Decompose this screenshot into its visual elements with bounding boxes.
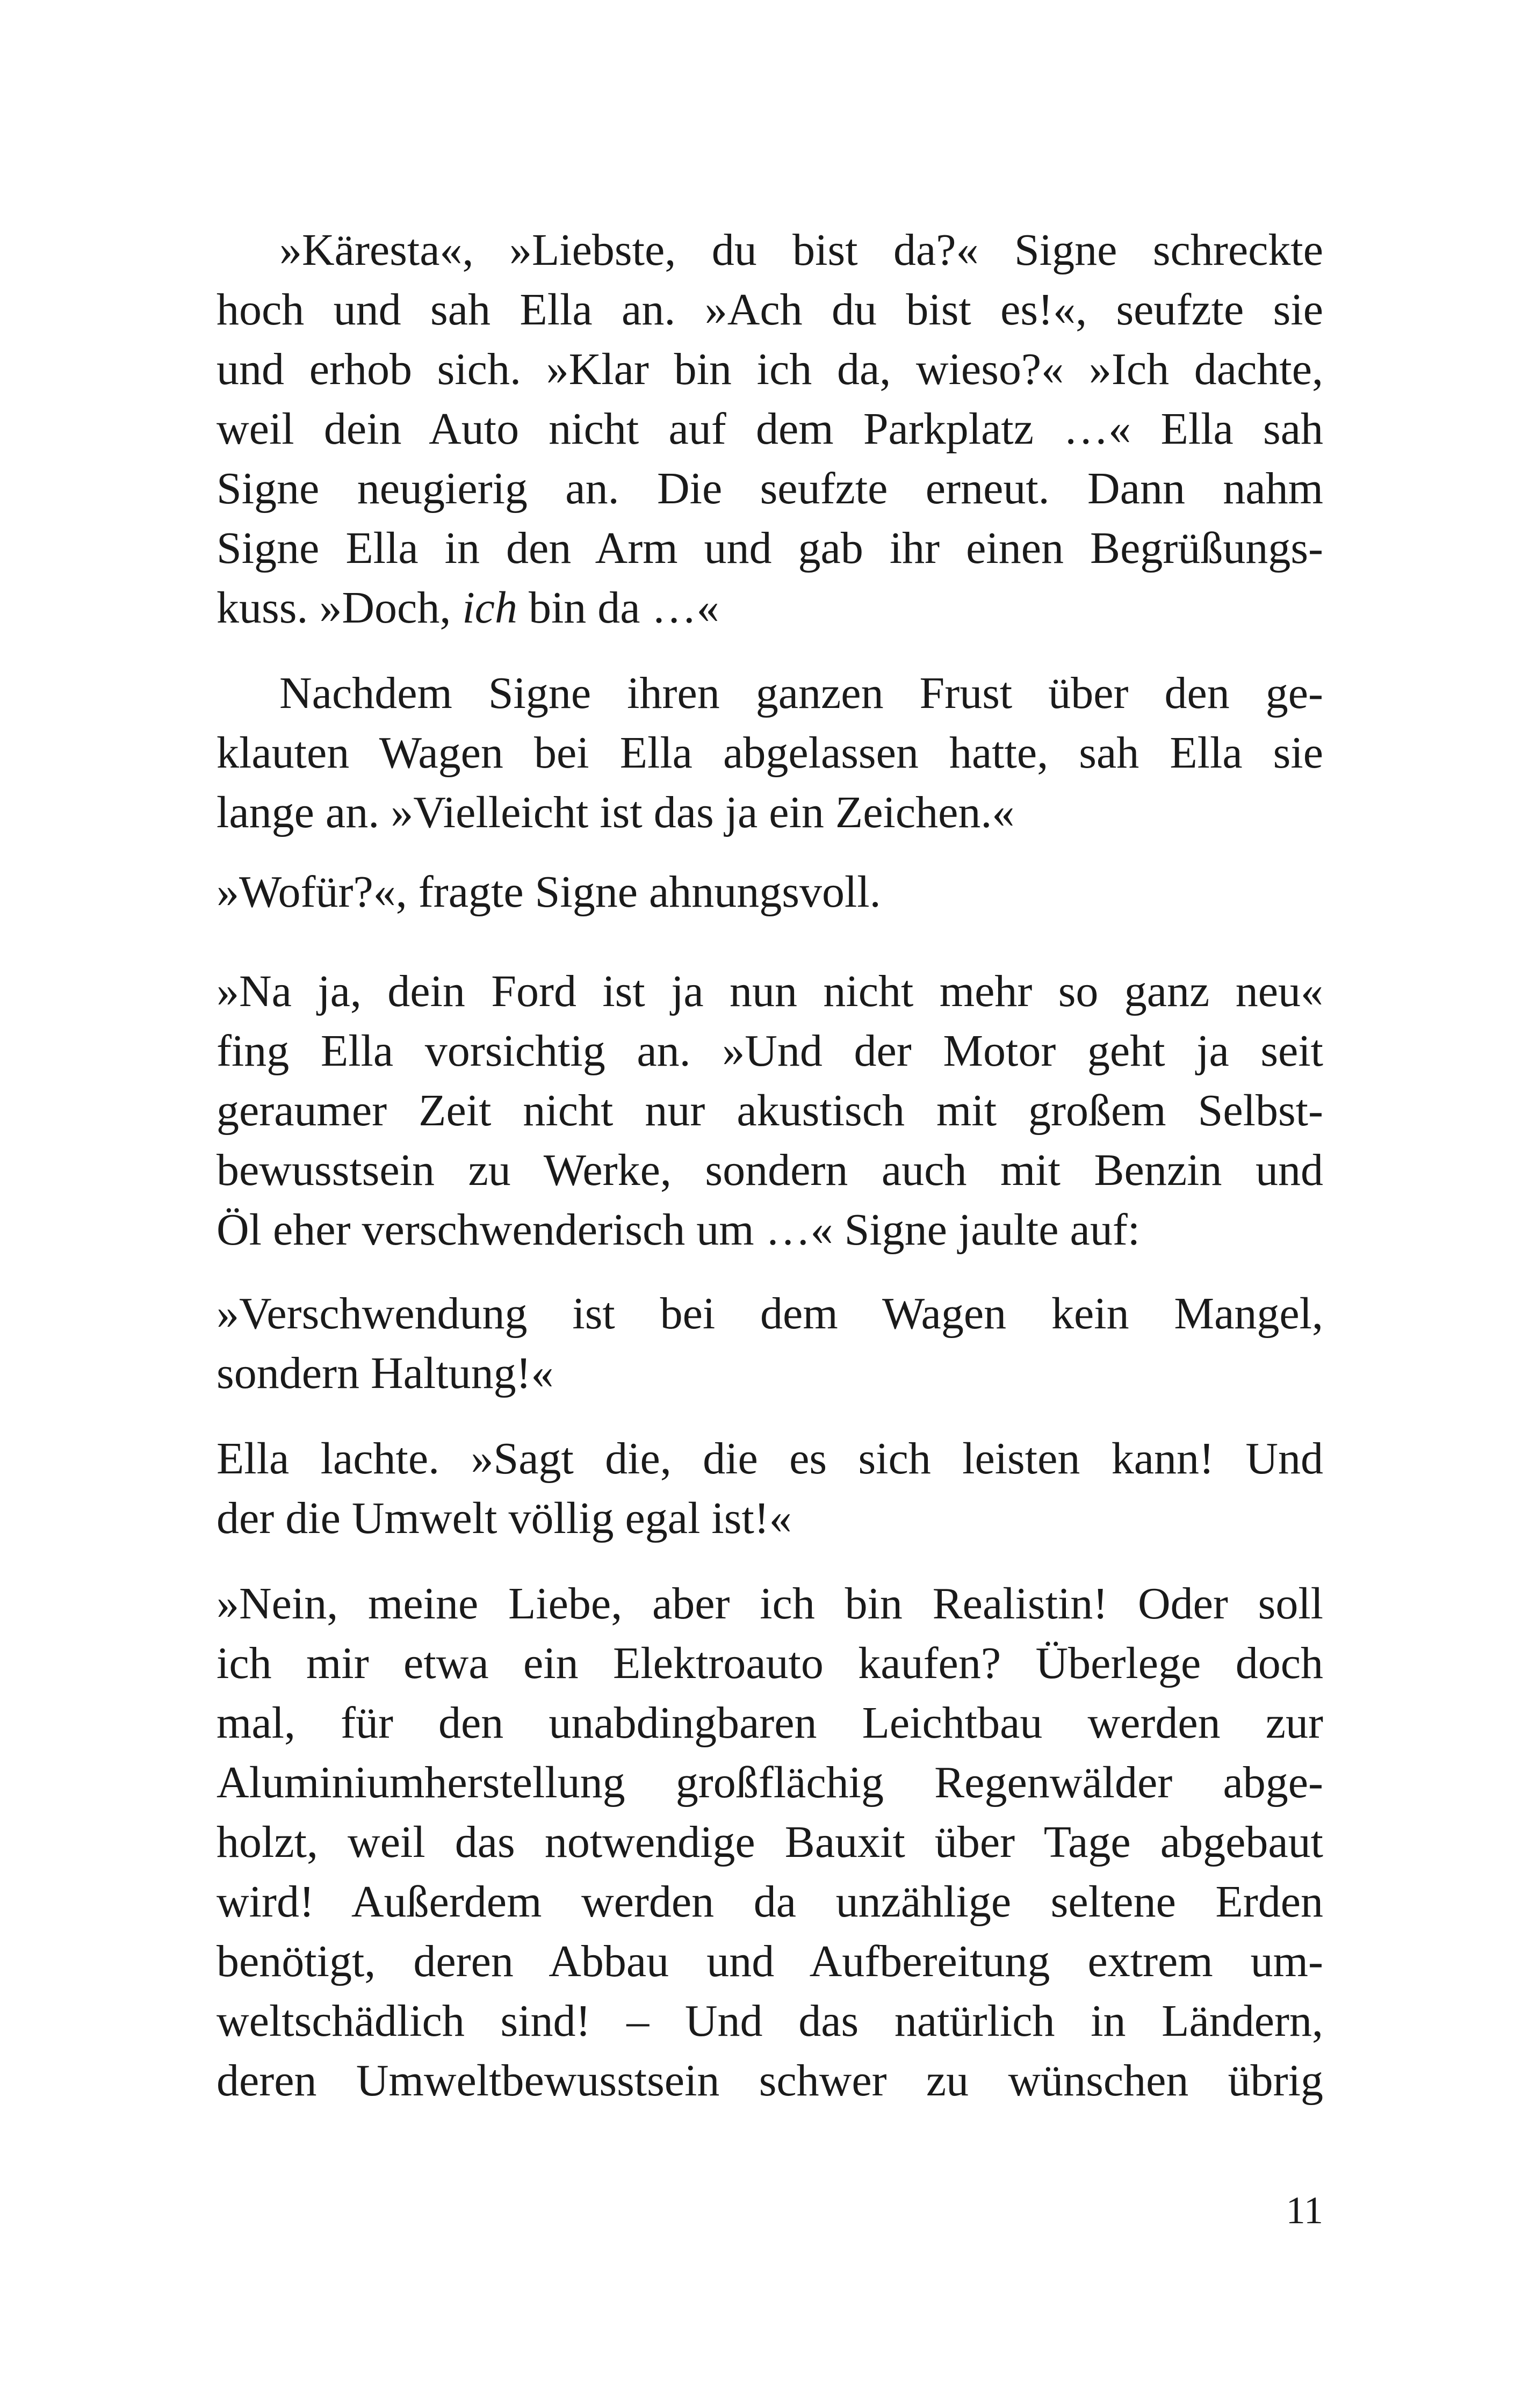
- text-line: [217, 783, 1323, 842]
- line-text: Aluminiumherstellung großflächig Regenwälder abge-: [217, 1758, 1323, 1807]
- line-text: bewusstsein zu Werke, sondern auch mit Benzin und: [217, 1145, 1323, 1195]
- text-line: [217, 1693, 1323, 1753]
- line-text: Signe neugierig an. Die seufzte erneut. Dann nahm: [217, 464, 1323, 514]
- paragraph: [217, 1574, 1323, 2110]
- text-line: [217, 1140, 1323, 1200]
- line-text: fing Ella vorsichtig an. »Und der Motor geht ja seit: [217, 1026, 1323, 1076]
- line-text: sondern Haltung!«: [217, 1348, 554, 1398]
- line-text: »Nein, meine Liebe, aber ich bin Realistin! Oder soll: [217, 1579, 1323, 1629]
- text-line: [217, 1812, 1323, 1872]
- line-text: »Verschwendung ist bei dem Wagen kein Mangel,: [217, 1289, 1323, 1339]
- line-text: Ella lachte. »Sagt die, die es sich leisten kann! Und: [217, 1434, 1323, 1484]
- paragraph: [217, 220, 1323, 638]
- text-line: [217, 1872, 1323, 1932]
- paragraph: [217, 1284, 1323, 1403]
- paragraph: [217, 663, 1323, 842]
- text-line: [217, 220, 1323, 280]
- text-line: [217, 1081, 1323, 1140]
- text-line: [217, 961, 1323, 1021]
- page-number: 11: [1286, 2189, 1323, 2232]
- line-text: und erhob sich. »Klar bin ich da, wieso?« »Ich dachte,: [217, 344, 1323, 394]
- text-line: [217, 280, 1323, 339]
- line-text: der die Umwelt völlig egal ist!«: [217, 1493, 792, 1543]
- line-text: Öl eher verschwenderisch um …« Signe jaulte auf:: [217, 1205, 1141, 1255]
- text-line: [217, 1021, 1323, 1081]
- text-line: [217, 1633, 1323, 1693]
- text-line: [217, 399, 1323, 459]
- line-text: deren Umweltbewusstsein schwer zu wünschen übrig: [217, 2056, 1323, 2106]
- text-line: [217, 1488, 1323, 1548]
- line-text: Nachdem Signe ihren ganzen Frust über den ge-: [279, 668, 1323, 718]
- line-text: »Wofür?«, fragte Signe ahnungsvoll.: [217, 867, 881, 917]
- text-line: [217, 1753, 1323, 1812]
- text-line: [217, 862, 1323, 922]
- line-text: weltschädlich sind! – Und das natürlich in Ländern,: [217, 1996, 1323, 2046]
- paragraph: [217, 961, 1323, 1260]
- text-line: [217, 518, 1323, 578]
- paragraph: [217, 1429, 1323, 1548]
- line-text: ich mir etwa ein Elektroauto kaufen? Überlege doch: [217, 1638, 1323, 1688]
- line-text: hoch und sah Ella an. »Ach du bist es!«, seufzte sie: [217, 285, 1323, 335]
- line-text: kuss. »Doch,: [217, 583, 463, 633]
- text-line: [217, 1574, 1323, 1633]
- line-text: »Na ja, dein Ford ist ja nun nicht mehr so ganz neu«: [217, 966, 1323, 1016]
- paragraph: [217, 862, 1323, 922]
- text-line: [217, 459, 1323, 518]
- line-text: »Käresta«, »Liebste, du bist da?« Signe schreckte: [279, 225, 1323, 275]
- line-text: bin da …«: [517, 583, 719, 633]
- line-text: Signe Ella in den Arm und gab ihr einen Begrüßungs-: [217, 523, 1323, 573]
- text-line: [217, 1284, 1323, 1343]
- line-text: klauten Wagen bei Ella abgelassen hatte, sah Ella sie: [217, 728, 1323, 778]
- text-line: [217, 1343, 1323, 1403]
- text-line: [217, 1932, 1323, 1991]
- text-line: [217, 1200, 1323, 1260]
- text-line: [217, 2051, 1323, 2110]
- text-line: [217, 723, 1323, 783]
- line-text: wird! Außerdem werden da unzählige seltene Erden: [217, 1877, 1323, 1927]
- line-text: geraumer Zeit nicht nur akustisch mit großem Selbst-: [217, 1086, 1323, 1136]
- text-line: [217, 578, 1323, 638]
- text-line: [217, 1429, 1323, 1488]
- line-text: benötigt, deren Abbau und Aufbereitung extrem um-: [217, 1936, 1323, 1986]
- text-line: [217, 663, 1323, 723]
- line-text: lange an. »Vielleicht ist das ja ein Zeichen.«: [217, 787, 1015, 837]
- line-text: holzt, weil das notwendige Bauxit über Tage abgebaut: [217, 1817, 1323, 1867]
- line-text: mal, für den unabdingbaren Leichtbau werden zur: [217, 1698, 1323, 1748]
- line-text: weil dein Auto nicht auf dem Parkplatz …« Ella sah: [217, 404, 1323, 454]
- emphasis-text: ich: [462, 583, 517, 633]
- text-line: [217, 339, 1323, 399]
- text-line: [217, 1991, 1323, 2051]
